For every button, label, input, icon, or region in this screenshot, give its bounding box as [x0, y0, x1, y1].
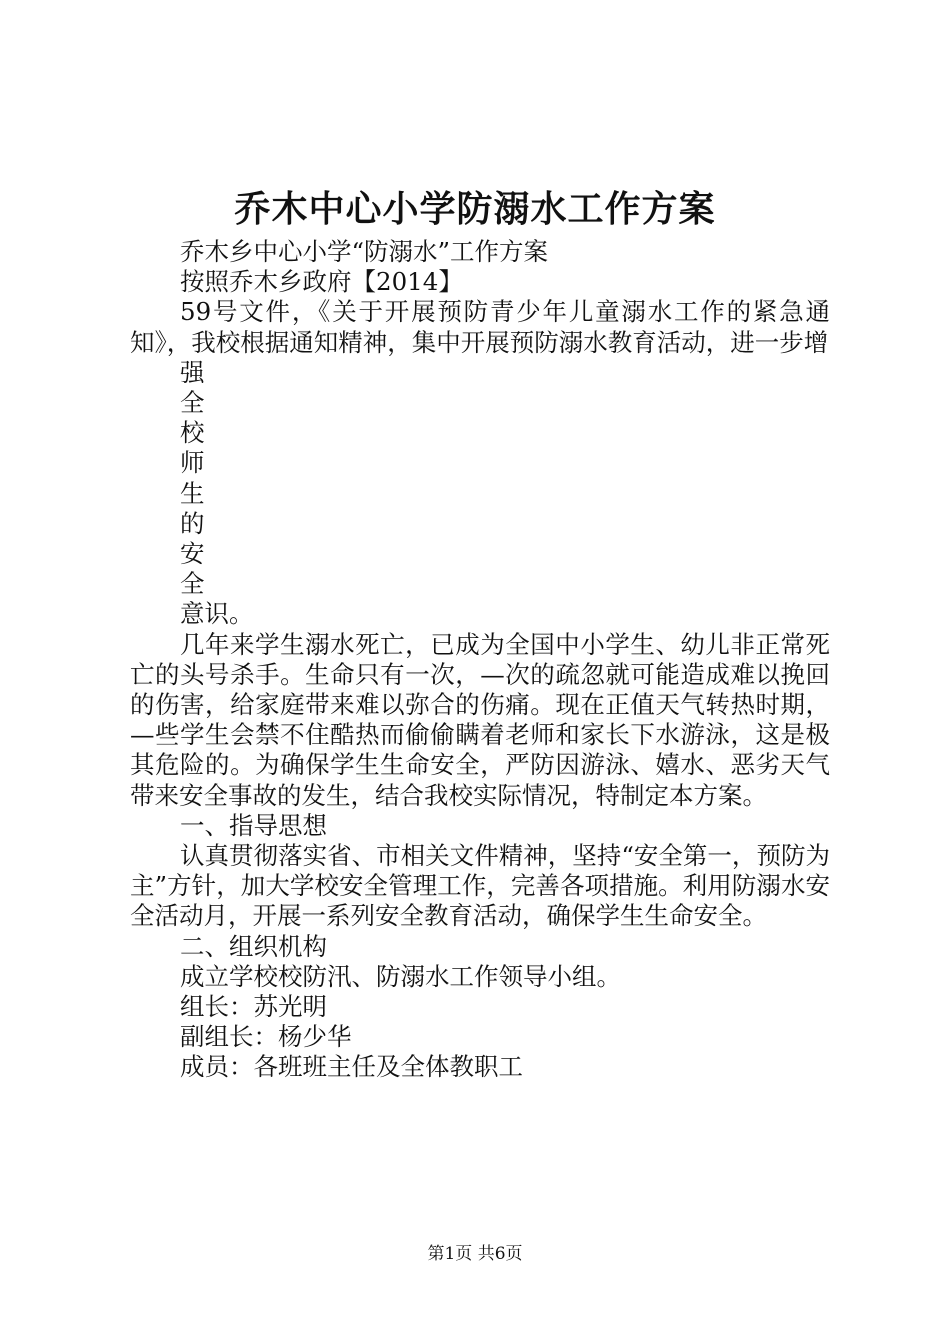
- section2-line: 成立学校校防汛、防溺水工作领导小组。: [180, 961, 621, 991]
- vertical-char: 校: [180, 418, 205, 448]
- vertical-char: 全: [180, 388, 205, 418]
- intro-end: 意识。: [180, 599, 254, 629]
- vertical-char: 强: [180, 357, 205, 387]
- section1-paragraph: 认真贯彻落实省、市相关文件精神，坚持“安全第一，预防为主”方针，加大学校安全管理工作，完善各项措施。利用防溺水安全活动月，开展一系列安全教育活动，确保学生生命安全。: [130, 841, 830, 931]
- leader-line: 组长：苏光明: [180, 992, 327, 1022]
- vertical-char: 师: [180, 448, 205, 478]
- vertical-char: 全: [180, 569, 205, 599]
- vertical-char: 生: [180, 478, 205, 508]
- subtitle: 乔木乡中心小学“防溺水”工作方案: [180, 237, 549, 266]
- document-title: 乔木中心小学防溺水工作方案: [234, 188, 716, 230]
- section2-heading: 二、组织机构: [180, 931, 327, 961]
- page-footer: 第1页 共6页: [427, 1244, 523, 1264]
- document-body: [130, 237, 830, 1083]
- vertical-char: 安: [180, 539, 205, 569]
- vertical-char: 的: [180, 508, 205, 538]
- section1-heading: 一、指导思想: [180, 810, 327, 840]
- deputy-line: 副组长：杨少华: [180, 1022, 352, 1052]
- basis-line: 按照乔木乡政府【2014】: [180, 267, 463, 297]
- intro-paragraph: 59号文件，《关于开展预防青少年儿童溺水工作的紧急通知》，我校根据通知精神，集中开展预防溺水教育活动，进一步增: [130, 297, 830, 357]
- members-line: 成员：各班班主任及全体教职工: [180, 1052, 523, 1082]
- background-paragraph: 几年来学生溺水死亡，已成为全国中小学生、幼儿非正常死亡的头号杀手。生命只有一次，—次的疏忽就可能造成难以挽回的伤害，给家庭带来难以弥合的伤痛。现在正值天气转热时期，—些学生会禁不住酷热而偷偷瞒着老师和家长下水游泳，这是极其危险的。为确保学生生命安全，严防因游泳、嬉水、恶劣天气带来安全事故的发生，结合我校实际情况，特制定本方案。: [130, 629, 830, 810]
- vertical-text-column: [130, 358, 830, 630]
